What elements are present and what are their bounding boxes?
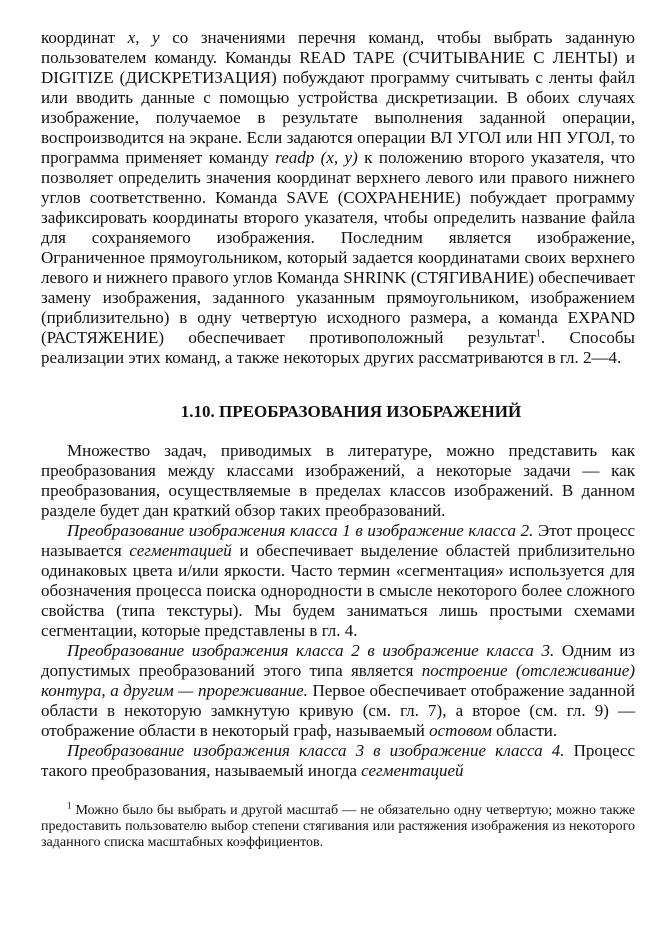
section-heading: 1.10. ПРЕОБРАЗОВАНИЯ ИЗОБРАЖЕНИЙ [180, 402, 522, 421]
italic-run: сегментацией [361, 761, 464, 780]
section-paragraph-1: Множество задач, приводимых в литературе, можно представить как преобразования между классами изображений, а некоторые задачи — как преобразования, осуществляемые в пределах классов изображений. В данном разделе будет дан краткий обзор таких преобразований. [41, 441, 635, 520]
footnote-text: Можно было бы выбрать и другой масштаб — не обязательно одну четвертую; можно также предоставить пользователю выбор степени стягивания или растяжения изображения из некоторого заданного списка масштабных коэффициентов. [41, 803, 635, 850]
italic-run: построение (отслеживание) контура, а другим — прореживание. [41, 661, 635, 700]
text-run: Первое обеспечивает отображение заданной области в некоторую замкнутую кривую (см. гл. 7), а второе (см. гл. 9) — отображение области в некоторый граф, называемый [41, 681, 635, 740]
section-paragraph-4 [41, 741, 635, 781]
italic-run: Преобразование изображения класса 2 в изображение класса 3. [67, 641, 555, 660]
section-paragraph-3 [41, 641, 635, 741]
italic-run: readp (x, y) [275, 148, 358, 167]
text-run: области. [491, 721, 558, 740]
footnote [41, 800, 635, 851]
text-run: . Способы реализации этих команд, а также некоторых других рассматриваются в гл. 2—4. [41, 328, 635, 367]
page-content [41, 28, 635, 851]
footnote-reference: 1 [535, 328, 541, 340]
footnote-mark: 1 [67, 800, 72, 811]
italic-run: x, y [127, 28, 160, 47]
text-run: со значениями перечня команд, чтобы выбрать заданную пользователем команду. Команды READ TAPE (СЧИТЫВАНИЕ С ЛЕНТЫ) и DIGITIZE (ДИСКРЕТИЗАЦИЯ) побуждают программу считывать с ленты файл или вводить данные с помощью устройства дискретизации. В обоих случаях изображение, получаемое в результате выполнения заданной операции, воспроизводится на экране. Если задаются операции ВЛ УГОЛ или НП УГОЛ, то программа применяет команду [41, 28, 635, 167]
top-paragraph [41, 28, 635, 368]
text-run: Этот процесс называется [41, 521, 636, 560]
italic-run: Преобразование изображения класса 1 в изображение класса 2. [67, 521, 534, 540]
italic-run: остовом [429, 721, 492, 740]
text-run: и обеспечивает выделение областей приблизительно одинаковых цвета и/или яркости. Часто термин «сегментация» используется для обозначения процесса поиска однородности в смысле некоторого более сложного свойства (типа текстуры). Мы будем заниматься лишь простыми схемами сегментации, которые представлены в гл. 4. [41, 541, 635, 640]
text-run: Процесс такого преобразования, называемый иногда [41, 741, 636, 780]
text-run: к положению второго указателя, что позволяет определить значения координат верхнего левого или правого нижнего углов соответственно. Команда SAVE (СОХРАНЕНИЕ) побуждает программу зафиксировать координаты второго указателя, чтобы определить название файла для сохраняемого изображения. Последним является изображение, Ограниченное прямоугольником, который задается координатами своих верхнего левого и нижнего правого углов Команда SHRINK (СТЯГИВАНИЕ) обеспечивает замену изображения, заданного указанным прямоугольником, изображением (приблизительно) в одну четвертую исходного размера, а команда EXPAND (РАСТЯЖЕНИЕ) обеспечивает противоположный результат [41, 148, 635, 347]
italic-run: сегментацией [129, 541, 232, 560]
italic-run: Преобразование изображения класса 3 в изображение класса 4. [67, 741, 565, 760]
text-run: Одним из допустимых преобразований этого типа является [41, 641, 636, 680]
section-paragraph-2 [41, 521, 635, 641]
text-run: координат [41, 28, 128, 47]
